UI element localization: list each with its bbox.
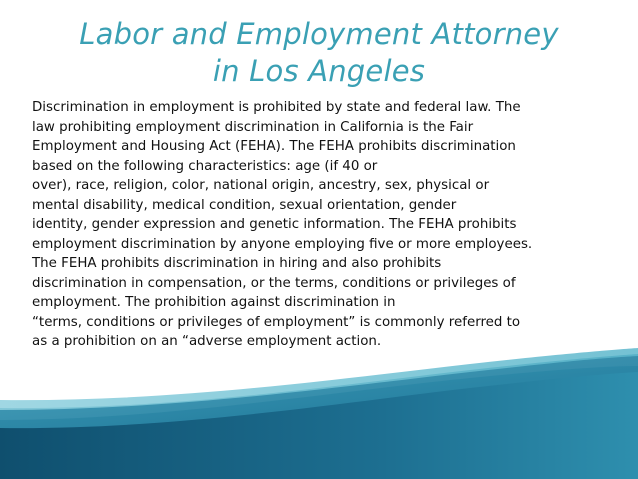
title-line-1: Labor and Employment Attorney <box>79 17 559 51</box>
body-line: employment discrimination by anyone employing five or more employees. <box>32 236 533 252</box>
body-line: law prohibiting employment discrimination in California is the Fair <box>32 119 474 135</box>
body-paragraph <box>32 98 632 352</box>
body-line: Discrimination in employment is prohibited by state and federal law. The <box>32 100 521 115</box>
body-line: identity, gender expression and genetic information. The FEHA prohibits <box>32 217 517 232</box>
body-line: “terms, conditions or privileges of employment” is commonly referred to <box>32 314 521 330</box>
body-line: employment. The prohibition against discrimination in <box>32 295 396 310</box>
body-line: discrimination in compensation, or the terms, conditions or privileges of <box>32 275 516 291</box>
title-line-2: in Los Angeles <box>212 54 426 88</box>
body-line: as a prohibition on an “adverse employment action. <box>32 334 382 349</box>
slide-title <box>0 16 638 90</box>
body-line: based on the following characteristics: age (if 40 or <box>32 158 378 174</box>
body-line: over), race, religion, color, national origin, ancestry, sex, physical or <box>32 178 490 193</box>
body-line: The FEHA prohibits discrimination in hiring and also prohibits <box>32 256 442 271</box>
body-line: mental disability, medical condition, sexual orientation, gender <box>32 197 457 213</box>
body-line: Employment and Housing Act (FEHA). The FEHA prohibits discrimination <box>32 139 516 154</box>
